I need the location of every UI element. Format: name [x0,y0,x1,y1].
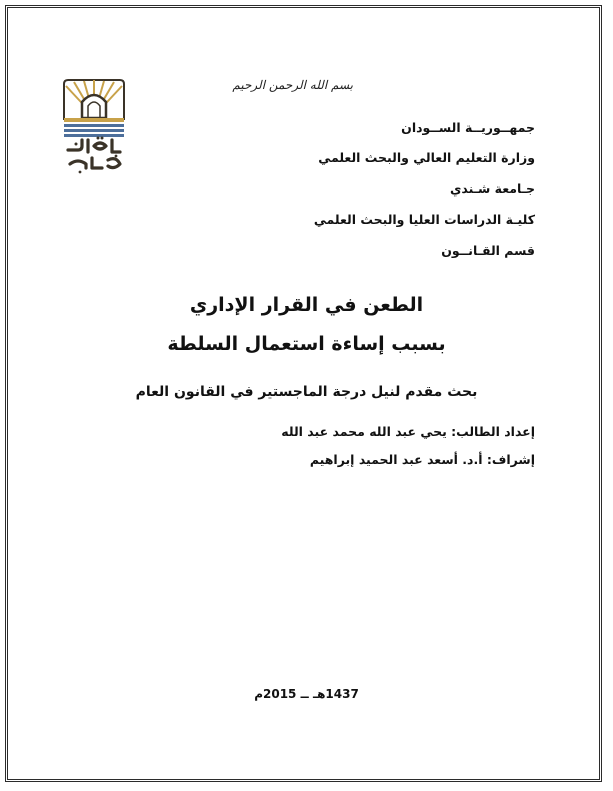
department-name: قسم القـانــون [441,243,535,258]
thesis-title-line2: بسبب إساءة استعمال السلطة [167,333,446,355]
ministry-name: وزارة التعليم العالي والبحث العلمي [318,150,535,165]
university-name: جـامعة شـندي [449,181,535,196]
college-name: كليـة الدراسات العليا والبحث العلمي [313,212,535,227]
supervisor-name: إشراف: أ.د. أسعد عبد الحميد إبراهيم [309,452,535,467]
thesis-subtitle: بحث مقدم لنيل درجة الماجستير في القانون العام [135,384,478,400]
student-name: إعداد الطالب: يحي عبد الله محمد عبد الله [281,424,535,439]
shendi-university-logo [58,76,130,174]
country-name: جمهــوريــة الســودان [401,120,535,135]
basmala: بسم الله الرحمن الرحيم [232,78,353,92]
date: 1437هـ ــ 2015م [254,687,359,701]
thesis-title-line1: الطعن في القرار الإداري [189,294,424,316]
